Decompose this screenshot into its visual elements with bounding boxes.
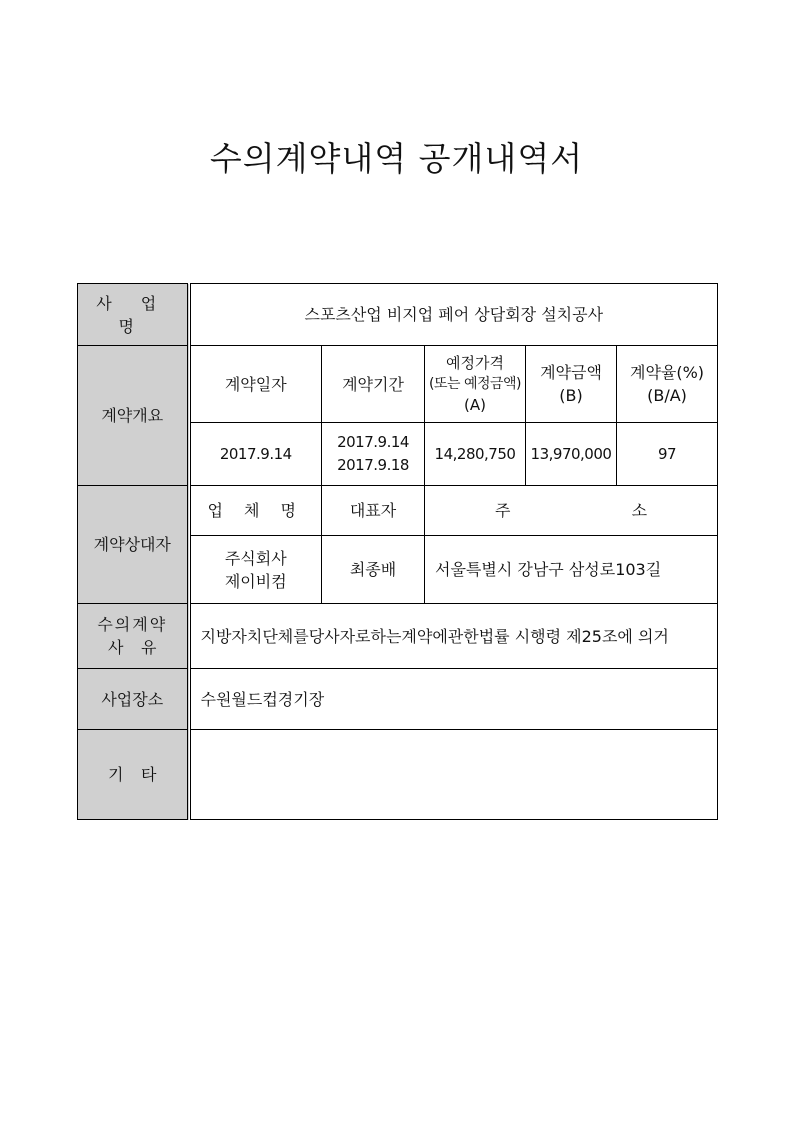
contract-overview-label: 계약개요 [78, 346, 189, 486]
project-name-label: 사 업 명 [78, 284, 189, 346]
estimated-price-header: 예정가격 (또는 예정금액) (A) [425, 346, 526, 423]
estimated-price-value: 14,280,750 [425, 423, 526, 486]
contract-rate-value: 97 [617, 423, 718, 486]
contract-period-header: 계약기간 [322, 346, 425, 423]
contract-amount-header: 계약금액 (B) [526, 346, 617, 423]
reason-label: 수의계약 사 유 [78, 604, 189, 669]
disclosure-table [77, 283, 718, 820]
company-name-header: 업 체 명 [189, 486, 322, 536]
contract-period-value: 2017.9.14 2017.9.18 [322, 423, 425, 486]
representative-header: 대표자 [322, 486, 425, 536]
document-title: 수의계약내역 공개내역서 [209, 139, 584, 178]
company-name-value: 주식회사 제이비컴 [189, 536, 322, 604]
contract-date-header: 계약일자 [189, 346, 322, 423]
contract-amount-value: 13,970,000 [526, 423, 617, 486]
project-name-value: 스포츠산업 비지업 페어 상담회장 설치공사 [189, 284, 718, 346]
address-value: 서울특별시 강남구 삼성로103길 [425, 536, 718, 604]
reason-value: 지방자치단체를당사자로하는계약에관한법률 시행령 제25조에 의거 [189, 604, 718, 669]
address-header: 주 소 [425, 486, 718, 536]
etc-label: 기 타 [78, 730, 189, 820]
etc-value [189, 730, 718, 820]
disclosure-table-wrapper [77, 283, 718, 820]
contract-rate-header: 계약율(%) (B/A) [617, 346, 718, 423]
project-site-label: 사업장소 [78, 669, 189, 730]
project-site-value: 수원월드컵경기장 [189, 669, 718, 730]
representative-value: 최종배 [322, 536, 425, 604]
contractor-label: 계약상대자 [78, 486, 189, 604]
contract-date-value: 2017.9.14 [189, 423, 322, 486]
